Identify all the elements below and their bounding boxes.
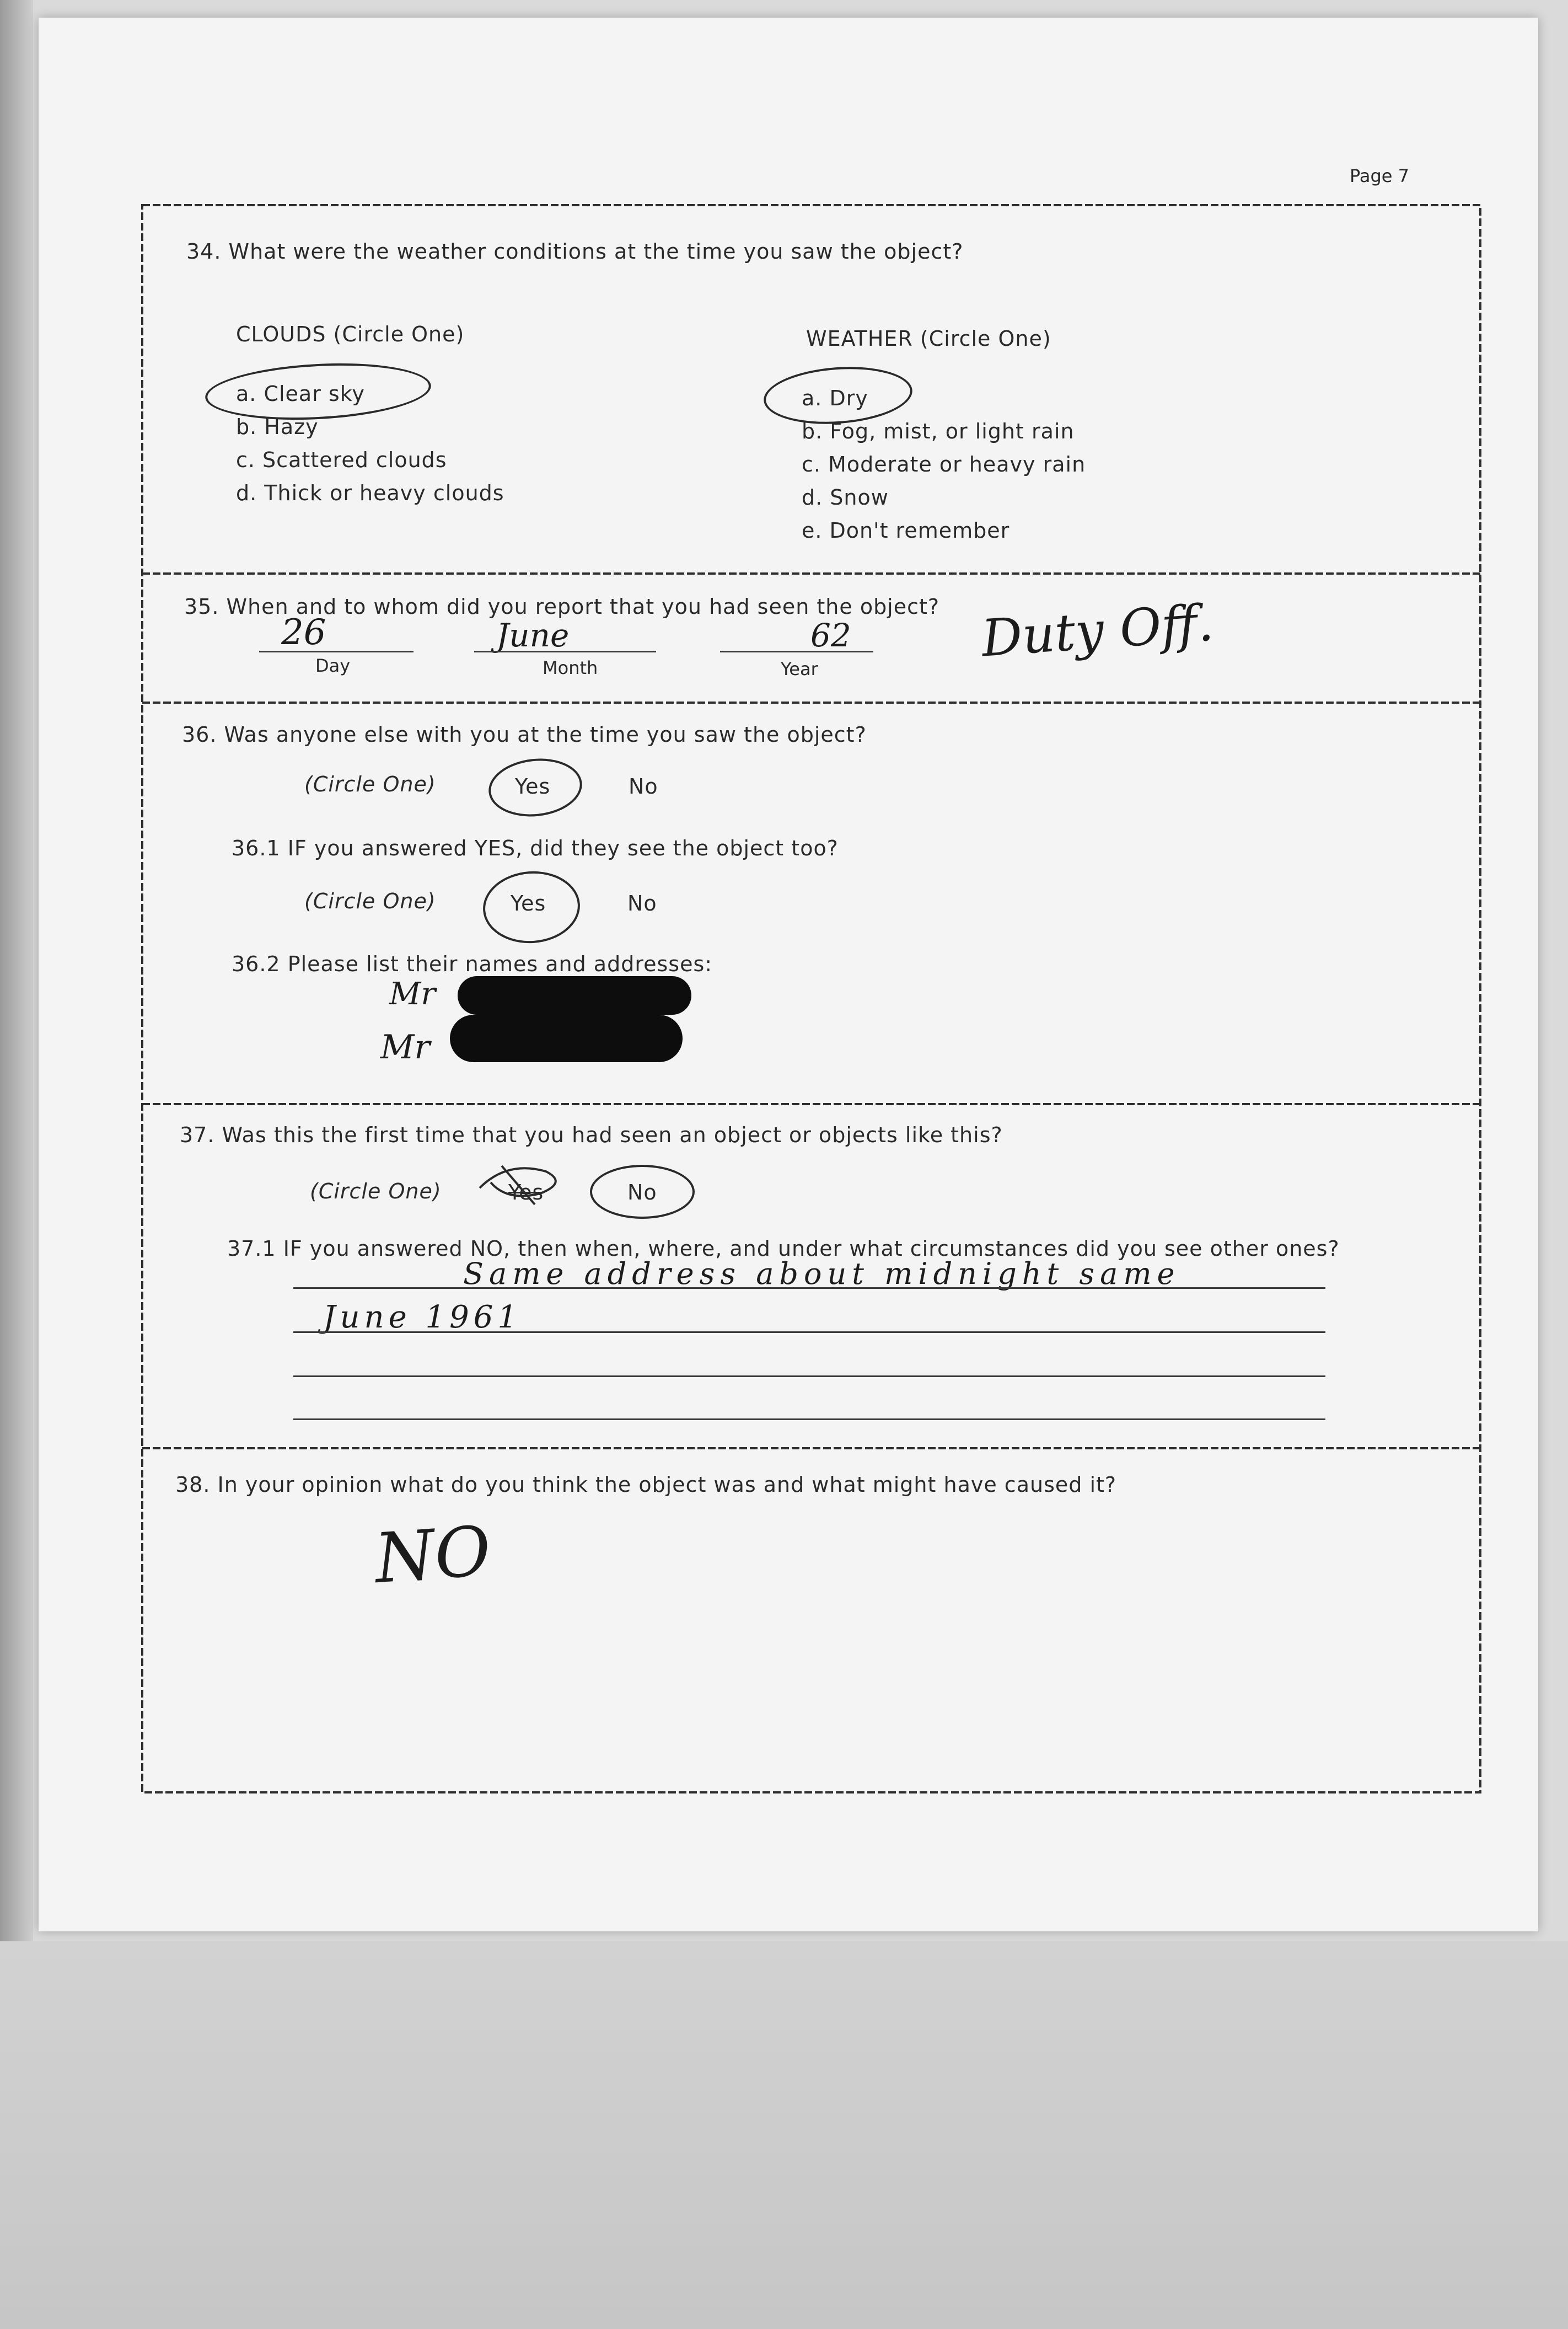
redaction-bar-1	[458, 976, 691, 1015]
redaction-bar-2	[450, 1015, 683, 1062]
clouds-option-c[interactable]: c. Scattered clouds	[236, 448, 447, 472]
q37-yes-option[interactable]: Yes	[508, 1180, 544, 1204]
question-36-2: 36.2 Please list their names and addresses:	[232, 952, 713, 976]
q371-answer-line-1[interactable]: Same address about midnight same	[463, 1256, 1180, 1291]
year-line	[720, 651, 873, 652]
q36-no-option[interactable]: No	[629, 774, 658, 799]
question-36: 36. Was anyone else with you at the time you saw the object?	[182, 722, 867, 747]
weather-option-c[interactable]: c. Moderate or heavy rain	[802, 452, 1086, 476]
q38-answer[interactable]: NO	[372, 1511, 493, 1599]
name-entry-2-prefix[interactable]: Mr	[380, 1028, 431, 1067]
month-value[interactable]: June	[496, 617, 570, 654]
q36-yes-option[interactable]: Yes	[515, 774, 551, 799]
page-number: Page 7	[1350, 165, 1409, 186]
name-entry-1-prefix[interactable]: Mr	[389, 976, 436, 1012]
report-to-whom[interactable]: Duty Off.	[979, 593, 1216, 668]
weather-option-d[interactable]: d. Snow	[802, 485, 889, 510]
q371-rule-3	[293, 1375, 1325, 1377]
year-value[interactable]: 62	[810, 617, 851, 654]
day-line	[259, 651, 414, 652]
weather-option-a[interactable]: a. Dry	[802, 386, 868, 410]
clouds-heading: CLOUDS (Circle One)	[236, 322, 465, 346]
q371-rule-2	[293, 1331, 1325, 1333]
month-label: Month	[543, 657, 598, 678]
day-value[interactable]: 26	[281, 612, 326, 653]
q37-circle-one: (Circle One)	[310, 1179, 442, 1203]
day-label: Day	[315, 655, 351, 676]
question-35: 35. When and to whom did you report that you had seen the object?	[184, 595, 940, 619]
weather-heading: WEATHER (Circle One)	[806, 326, 1051, 351]
q371-rule-1	[293, 1287, 1325, 1289]
clouds-option-a[interactable]: a. Clear sky	[236, 382, 365, 406]
question-37-1: 37.1 IF you answered NO, then when, where, and under what circumstances did you see other ones?	[227, 1236, 1340, 1261]
month-line	[474, 651, 656, 652]
question-36-1: 36.1 IF you answered YES, did they see the object too?	[232, 836, 839, 860]
question-34: 34. What were the weather conditions at the time you saw the object?	[186, 239, 964, 264]
q37-yes-scribble	[469, 1149, 579, 1210]
question-38: 38. In your opinion what do you think the object was and what might have caused it?	[175, 1473, 1117, 1497]
question-37: 37. Was this the first time that you had seen an object or objects like this?	[180, 1123, 1003, 1147]
q361-no-option[interactable]: No	[627, 891, 657, 915]
q371-rule-4	[293, 1418, 1325, 1420]
clouds-option-b[interactable]: b. Hazy	[236, 415, 319, 439]
q36-circle-one: (Circle One)	[304, 772, 436, 796]
q371-answer-line-2[interactable]: June 1961	[323, 1299, 522, 1335]
q361-yes-option[interactable]: Yes	[511, 891, 546, 915]
q361-circle-one: (Circle One)	[304, 889, 436, 913]
weather-option-e[interactable]: e. Don't remember	[802, 518, 1010, 543]
weather-option-b[interactable]: b. Fog, mist, or light rain	[802, 419, 1075, 443]
clouds-option-d[interactable]: d. Thick or heavy clouds	[236, 481, 504, 505]
q37-selection-circle	[590, 1165, 695, 1219]
q37-no-option[interactable]: No	[627, 1180, 657, 1204]
year-label: Year	[781, 658, 818, 679]
